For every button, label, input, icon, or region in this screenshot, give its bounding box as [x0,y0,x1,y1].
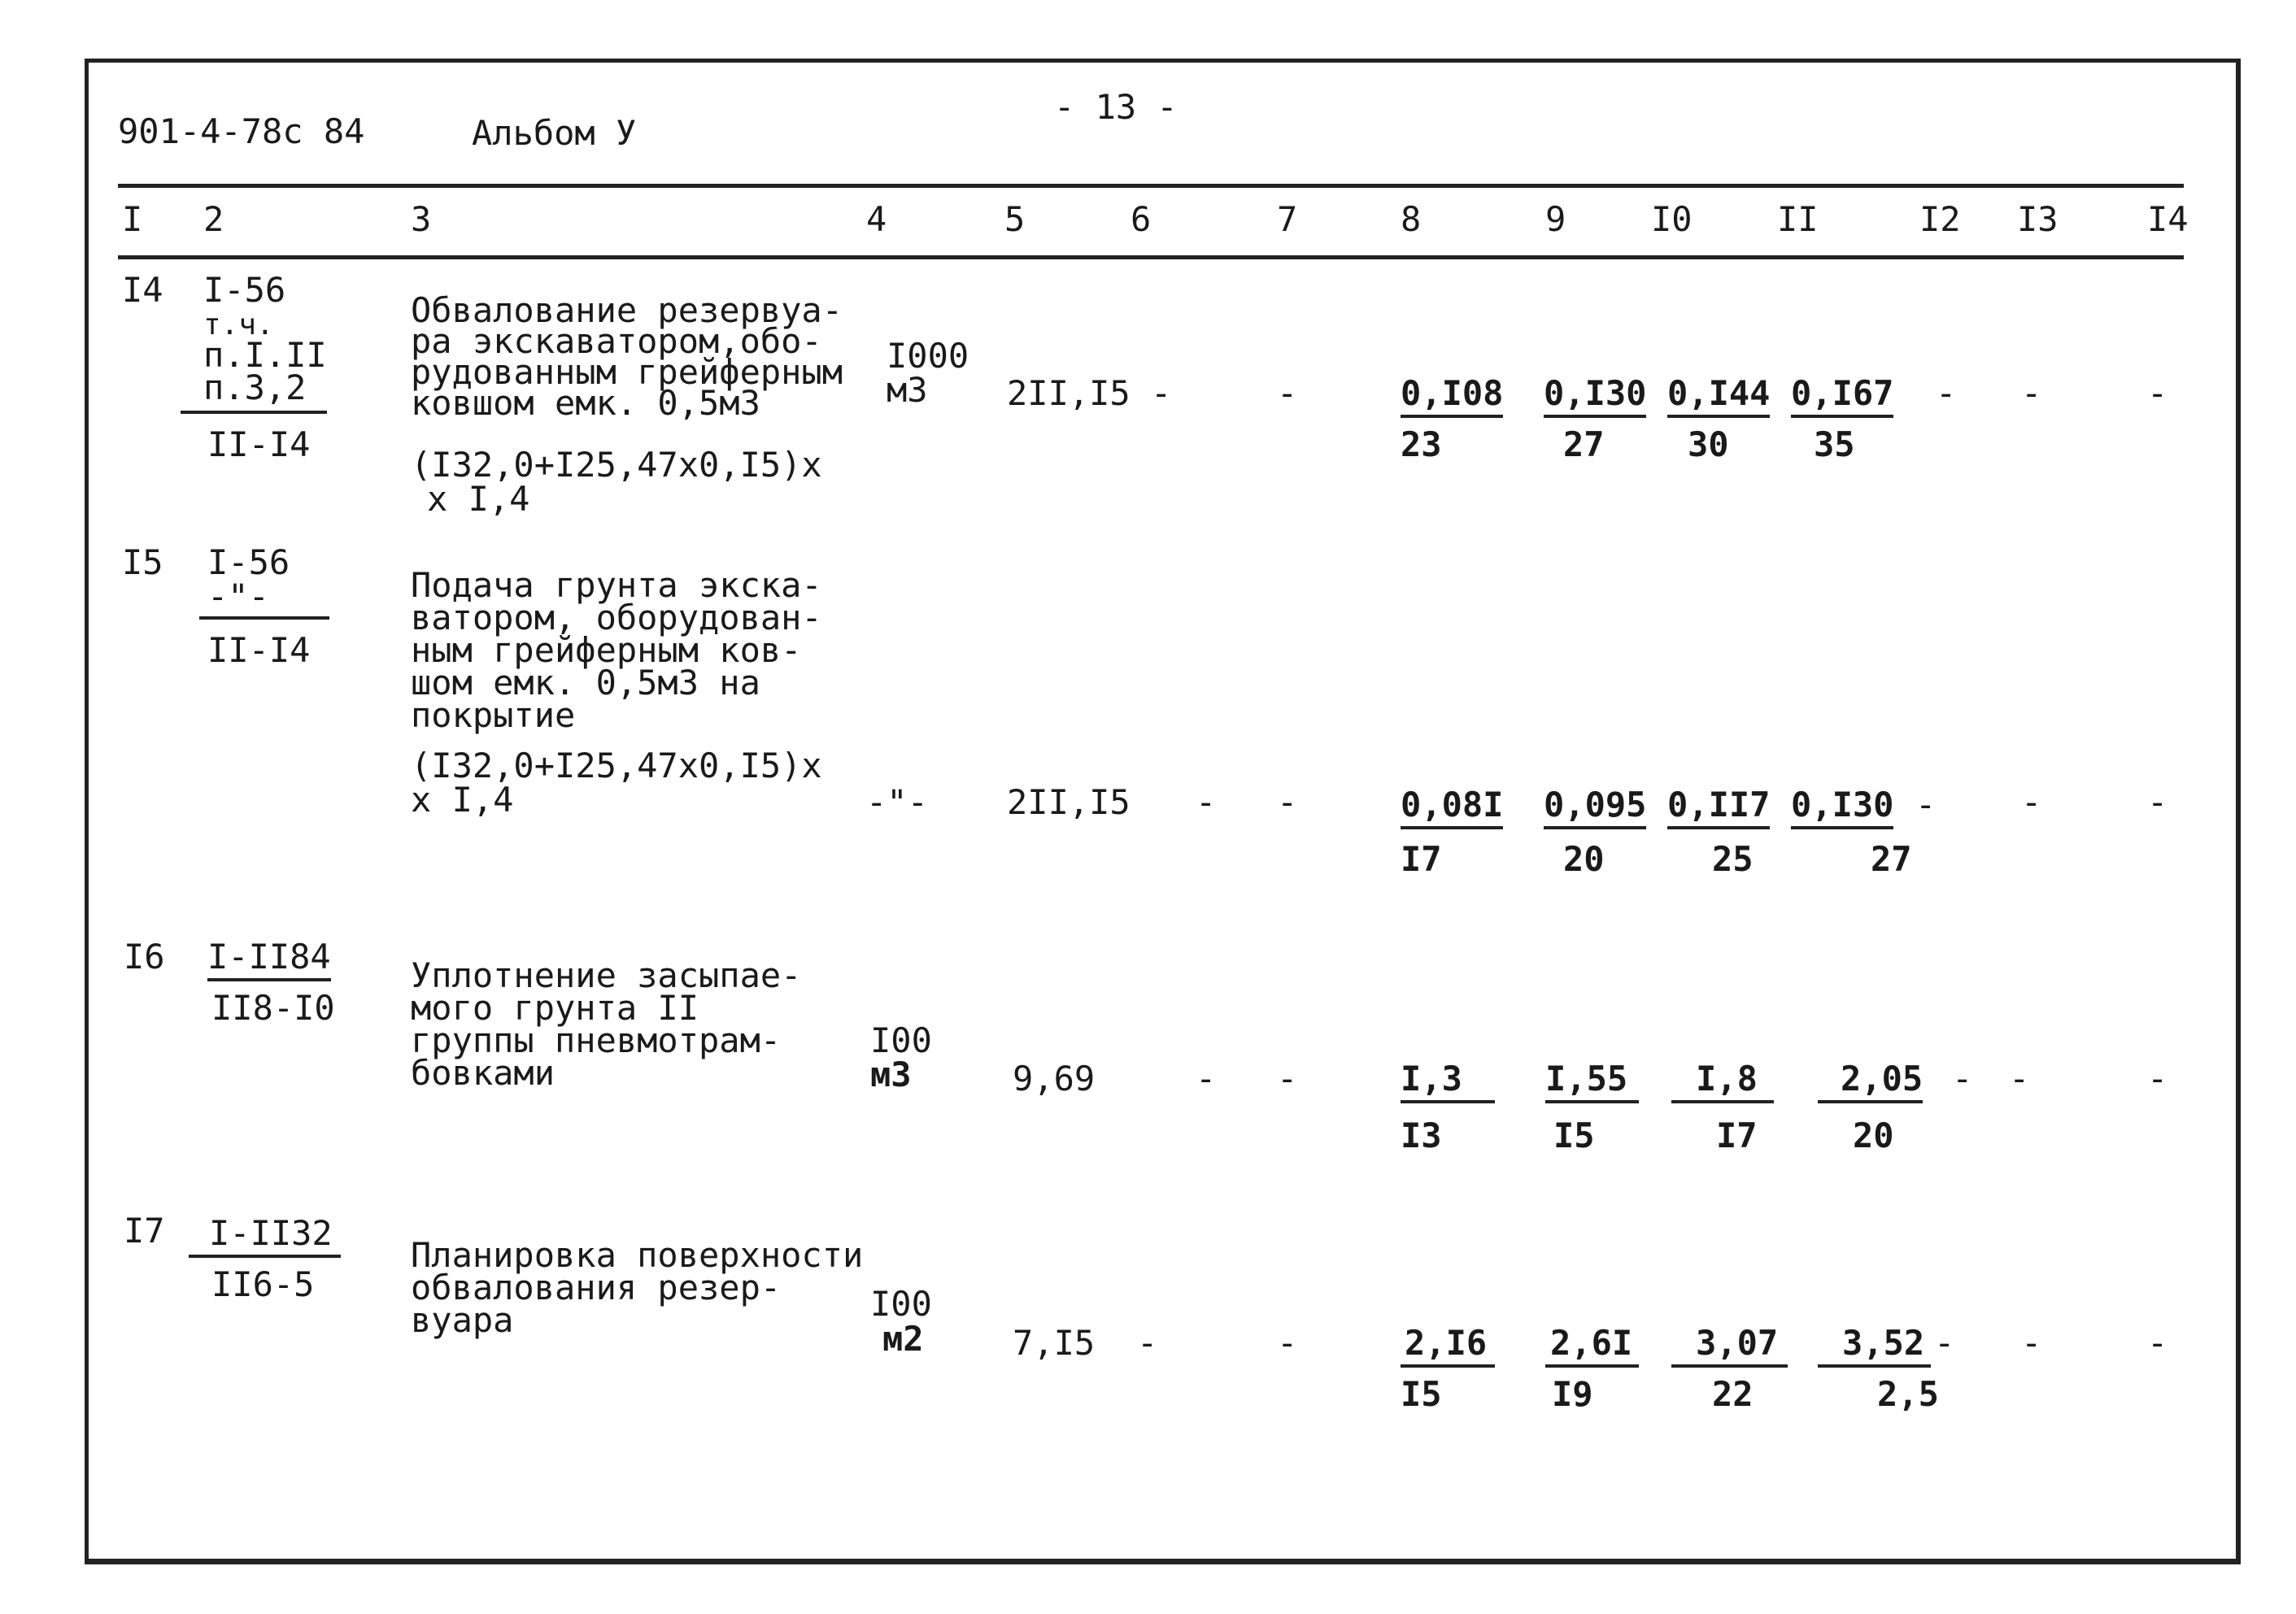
col7-value: - [1277,1323,1298,1363]
formula: x I,4 [411,780,514,820]
rate-value [1544,787,1646,823]
rate-value: I7 [1716,1116,1758,1155]
col-header-4: 4 [866,199,887,239]
rate-value: I3 [1401,1116,1442,1155]
rate-value: 20 [1853,1116,1894,1155]
work-description: ковшом емк. 0,5м3 [411,383,760,423]
col-header-14: I4 [2147,199,2189,239]
norm-ref: п.3,2 [203,368,307,407]
norm-ref: -"- [207,576,269,616]
col7-value: - [1277,373,1298,413]
col7-value: - [1277,1059,1298,1098]
rate-top: 2,I6 [1401,1323,1495,1368]
work-description: ра экскаватором,обо- [411,321,822,361]
rate-top: I,8 [1671,1059,1774,1103]
col6-value: - [1151,373,1172,413]
col-header-12: I2 [1919,199,1961,239]
rate-top: I,55 [1545,1059,1639,1103]
work-description: Планировка поверхности [411,1235,864,1275]
rate-value: 25 [1712,839,1754,879]
fraction-line [181,411,327,414]
col14-value: - [2147,1323,2168,1363]
rate-value [1401,787,1503,823]
col12-value: - [1936,373,1957,413]
col6-value: - [1196,782,1217,822]
rate-top: 3,52 [1818,1323,1931,1368]
unit: м2 [882,1319,924,1359]
unit: -"- [866,782,928,822]
norm-ref-bottom: II8-I0 [211,988,335,1028]
work-description: группы пневмотрам- [411,1020,782,1060]
rate-value [1671,1061,1774,1097]
col-header-1: I [122,199,143,239]
unit: I00 [870,1020,932,1060]
rate-top: 0,I30 [1544,373,1646,418]
col6-value: - [1137,1323,1158,1363]
rate-value: 27 [1563,424,1605,464]
rate-value: I5 [1401,1374,1442,1414]
rate-value: 30 [1688,424,1729,464]
unit: м3 [887,370,928,410]
norm-ref-bottom: II-I4 [207,424,311,464]
work-description: Уплотнение засыпае- [411,955,802,995]
col12-value: - [1915,785,1937,824]
rate-value: 27 [1871,839,1912,879]
rate-value: I5 [1553,1116,1595,1155]
rate-value: I7 [1401,839,1442,879]
rate-value [1545,1325,1639,1361]
rate-top: 3,07 [1671,1323,1788,1368]
col-header-6: 6 [1131,199,1152,239]
col-header-5: 5 [1004,199,1026,239]
unit: м3 [870,1055,912,1094]
unit: I000 [887,336,969,376]
rate-value [1671,1325,1788,1361]
col13-value: - [2021,373,2042,413]
header-top-rule [118,184,2184,188]
rate-value: 23 [1401,424,1442,464]
norm-ref-top: I-II32 [189,1213,341,1258]
rate-value [1667,373,1771,413]
rate-top: 2,05 [1818,1059,1923,1103]
work-description: бовками [411,1053,555,1093]
work-description: мого грунта II [411,988,699,1028]
col-header-11: II [1777,199,1819,239]
norm-ref-bottom: II-I4 [207,630,311,670]
norm-ref [207,939,331,975]
rate-value: 22 [1712,1374,1754,1414]
rate-top: I,3 [1401,1059,1495,1103]
page-number: - 13 - [1054,87,1178,127]
rate-value [1545,1061,1639,1097]
rate-value [1401,1325,1495,1361]
row-number: I5 [122,542,163,582]
work-description: ным грейферным ков- [411,630,802,670]
rate-top: 0,095 [1544,785,1646,829]
col12-value: - [1952,1059,1973,1098]
col-header-10: I0 [1651,199,1693,239]
rate-value: 35 [1814,424,1855,464]
rate-top: 2,6I [1545,1323,1639,1368]
col12-value: - [1934,1323,1955,1363]
work-description: шом емк. 0,5м3 на [411,663,760,703]
rate-top: 0,I67 [1791,373,1893,418]
norm-ref-top: I-II84 [207,937,331,981]
work-description: ватором, оборудован- [411,598,822,637]
volume: 2II,I5 [1007,782,1131,822]
col-header-13: I3 [2017,199,2059,239]
col7-value: - [1277,782,1298,822]
rate-value [1544,373,1647,413]
header-bottom-rule [118,255,2184,259]
work-description: вуара [411,1300,514,1340]
rate-value [1818,1325,1931,1361]
col14-value: - [2147,373,2168,413]
rate-top: 0,I44 [1667,373,1770,418]
fraction-line [199,616,329,620]
album-label: Альбом У [472,113,637,153]
unit: I00 [870,1284,932,1324]
col-header-9: 9 [1545,199,1566,239]
row-number: I7 [124,1211,165,1251]
formula: (I32,0+I25,47x0,I5)x [411,445,822,485]
col13-value: - [2021,1323,2042,1363]
volume: 9,69 [1013,1059,1096,1098]
row-number: I4 [122,270,163,310]
rate-value [1401,1061,1495,1097]
rate-value [1401,373,1504,413]
volume: 2II,I5 [1007,373,1131,413]
formula: x I,4 [427,479,530,519]
work-description: покрытие [411,695,576,735]
volume: 7,I5 [1013,1323,1096,1363]
col14-value: - [2147,1059,2168,1098]
col-header-2: 2 [203,199,224,239]
col6-value: - [1196,1059,1217,1098]
rate-top: 0,I08 [1401,373,1503,418]
rate-value [1791,787,1893,823]
work-description: Обвалование резервуа- [411,290,843,330]
doc-code: 901-4-78с 84 [118,111,365,151]
work-description: Подача грунта экска- [411,565,822,605]
rate-top: 0,II7 [1667,785,1770,829]
row-number: I6 [124,937,165,977]
rate-value: 2,5 [1877,1374,1939,1414]
rate-value [1818,1061,1923,1097]
col-header-7: 7 [1277,199,1298,239]
norm-ref-bottom: II6-5 [211,1264,315,1304]
norm-ref: п.I.II [203,335,327,375]
rate-value: I9 [1552,1374,1593,1414]
norm-ref: т.ч. [203,308,274,342]
col-header-3: 3 [411,199,432,239]
rate-value [1791,373,1894,413]
col14-value: - [2147,782,2168,822]
col13-value: - [2009,1059,2030,1098]
rate-top: 0,I30 [1791,785,1893,829]
work-description: обвалования резер- [411,1268,782,1307]
formula: (I32,0+I25,47x0,I5)x [411,746,822,785]
col-header-8: 8 [1401,199,1422,239]
rate-value: 20 [1563,839,1605,879]
norm-ref: I-56 [207,542,290,582]
norm-ref [189,1213,341,1253]
work-description: рудованным грейферным [411,352,843,392]
rate-top: 0,08I [1401,785,1503,829]
norm-ref: I-56 [203,270,286,310]
col13-value: - [2021,782,2042,822]
rate-value [1667,787,1770,823]
